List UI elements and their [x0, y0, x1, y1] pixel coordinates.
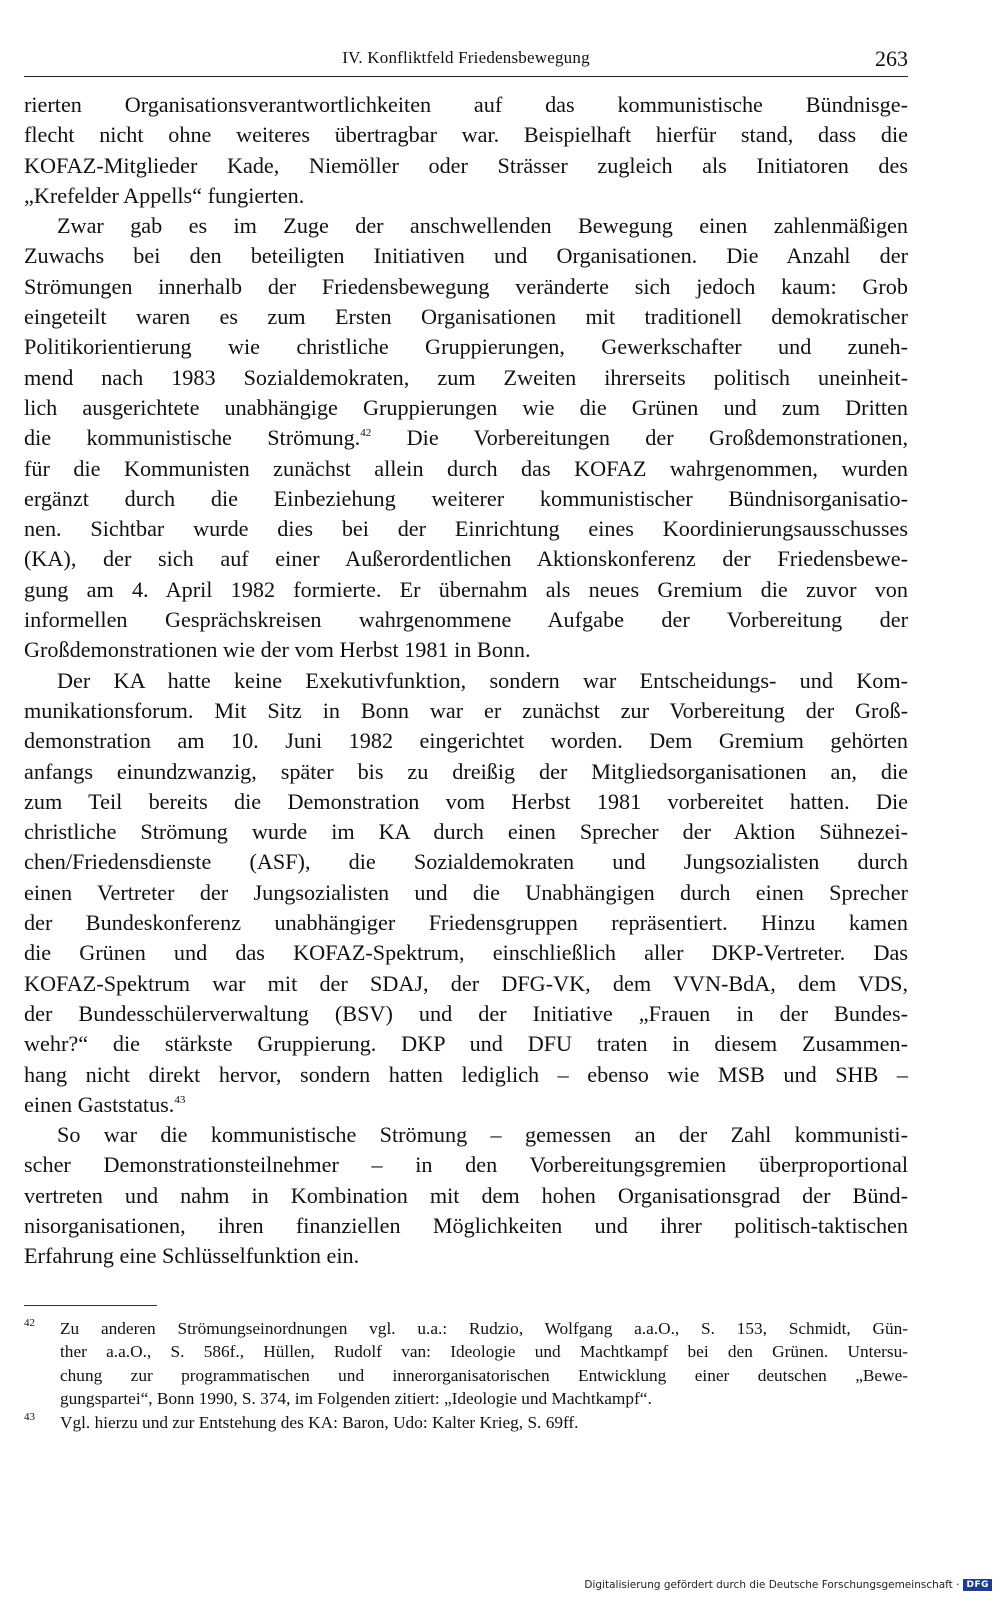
text-line	[24, 423, 908, 453]
text-segment: einen Gaststatus.	[24, 1091, 175, 1117]
text-line: Strömungen innerhalb der Friedensbewegung veränderte sich jedoch kaum: Grob	[24, 273, 908, 299]
text-line: KOFAZ-Mitglieder Kade, Niemöller oder Strässer zugleich als Initiatoren des	[24, 152, 908, 178]
text-line: So war die kommunistische Strömung – gemessen an der Zahl kommunisti-	[57, 1122, 908, 1148]
text-line: vertreten und nahm in Kombination mit dem hohen Organisationsgrad der Bünd-	[24, 1182, 908, 1208]
header-rule	[24, 76, 908, 77]
text-line: scher Demonstrationsteilnehmer – in den Vorbereitungsgremien überproportional	[24, 1152, 908, 1178]
text-line: Politikorientierung wie christliche Gruppierungen, Gewerkschafter und zuneh-	[24, 334, 908, 360]
text-line: zum Teil bereits die Demonstration vom Herbst 1981 vorbereitet hatten. Die	[24, 788, 908, 814]
text-line: ergänzt durch die Einbeziehung weiterer kommunistischer Bündnisorganisatio-	[24, 485, 908, 511]
text-line: lich ausgerichtete unabhängige Gruppierungen wie die Grünen und zum Dritten	[24, 394, 908, 420]
text-line: Großdemonstrationen wie der vom Herbst 1981 in Bonn.	[24, 637, 531, 663]
text-line: der Bundesschülerverwaltung (BSV) und der Initiative „Frauen in der Bundes-	[24, 1000, 908, 1026]
text-line: gung am 4. April 1982 formierte. Er übernahm als neues Gremium die zuvor von	[24, 576, 908, 602]
footnote-number: 43	[24, 1410, 35, 1423]
footnote-line: gungspartei“, Bonn 1990, S. 374, im Folgenden zitiert: „Ideologie und Machtkampf“.	[60, 1389, 652, 1409]
footnote-line: Vgl. hierzu und zur Entstehung des KA: Baron, Udo: Kalter Krieg, S. 69ff.	[60, 1412, 579, 1432]
footnote-number: 42	[24, 1317, 35, 1329]
footnote-line: Zu anderen Strömungseinordnungen vgl. u.a.: Rudzio, Wolfgang a.a.O., S. 153, Schmidt, Gün-	[60, 1319, 908, 1338]
running-header	[24, 46, 908, 76]
text-segment: die kommunistische Strömung.	[24, 425, 361, 451]
text-line: christliche Strömung wurde im KA durch einen Sprecher der Aktion Sühnezei-	[24, 819, 908, 845]
text-line: KOFAZ-Spektrum war mit der SDAJ, der DFG-VK, dem VVN-BdA, dem VDS,	[24, 970, 908, 996]
text-line: hang nicht direkt hervor, sondern hatten lediglich – ebenso wie MSB und SHB –	[24, 1061, 908, 1087]
footnote-42	[24, 1317, 908, 1411]
footnote-ref-42[interactable]: 42	[360, 427, 372, 440]
text-line: für die Kommunisten zunächst allein durch das KOFAZ wahrgenommen, wurden	[24, 455, 908, 481]
footnote-ref-43[interactable]: 43	[174, 1093, 186, 1106]
dfg-logo-icon: DFG	[963, 1579, 992, 1591]
body-text	[24, 90, 908, 1272]
text-line: mend nach 1983 Sozialdemokraten, zum Zweiten ihrerseits politisch uneinheit-	[24, 364, 908, 390]
text-line: rierten Organisationsverantwortlichkeiten auf das kommunistische Bündnisge-	[24, 92, 908, 117]
text-line: demonstration am 10. Juni 1982 eingerichtet worden. Dem Gremium gehörten	[24, 728, 908, 754]
text-line: Erfahrung eine Schlüsselfunktion ein.	[24, 1243, 360, 1269]
text-line: Der KA hatte keine Exekutivfunktion, sondern war Entscheidungs- und Kom-	[57, 667, 908, 693]
page-number: 263	[875, 46, 908, 71]
footnote-line: chung zur programmatischen und innerorganisatorischen Entwicklung einer deutschen „Bewe-	[60, 1365, 908, 1385]
running-header-title: IV. Konfliktfeld Friedensbewegung	[342, 48, 590, 67]
text-line: informellen Gesprächskreisen wahrgenommene Aufgabe der Vorbereitung der	[24, 607, 908, 633]
text-line: der Bundeskonferenz unabhängiger Friedensgruppen repräsentiert. Hinzu kamen	[24, 910, 908, 936]
text-line: die Grünen und das KOFAZ-Spektrum, einschließlich aller DKP-Vertreter. Das	[24, 940, 908, 966]
footnote-43	[24, 1411, 908, 1434]
text-line	[24, 1090, 908, 1120]
footnote-rule	[24, 1305, 157, 1306]
text-line: eingeteilt waren es zum Ersten Organisationen mit traditionell demokratischer	[24, 304, 908, 330]
text-line: „Krefelder Appells“ fungierten.	[24, 182, 305, 208]
text-line: (KA), der sich auf einer Außerordentlichen Aktionskonferenz der Friedensbewe-	[24, 546, 908, 572]
text-line: Zuwachs bei den beteiligten Initiativen und Organisationen. Die Anzahl der	[24, 243, 908, 269]
text-line: wehr?“ die stärkste Gruppierung. DKP und DFU traten in diesem Zusammen-	[24, 1031, 908, 1057]
text-line: munikationsforum. Mit Sitz in Bonn war er zunächst zur Vorbereitung der Groß-	[24, 697, 908, 723]
text-segment: Die Vorbereitungen der Großdemonstrationen,	[371, 425, 908, 451]
text-line: Zwar gab es im Zuge der anschwellenden Bewegung einen zahlenmäßigen	[57, 213, 908, 239]
text-line: nisorganisationen, ihren finanziellen Möglichkeiten und ihrer politisch-taktischen	[24, 1212, 908, 1238]
text-line: flecht nicht ohne weiteres übertragbar war. Beispielhaft hierfür stand, dass die	[24, 122, 908, 148]
text-line: nen. Sichtbar wurde dies bei der Einrichtung eines Koordinierungsausschusses	[24, 516, 908, 542]
digitization-credit	[584, 1579, 992, 1591]
text-line: chen/Friedensdienste (ASF), die Sozialdemokraten und Jungsozialisten durch	[24, 849, 908, 875]
text-line: anfangs einundzwanzig, später bis zu dreißig der Mitgliedsorganisationen an, die	[24, 758, 908, 784]
text-line: einen Vertreter der Jungsozialisten und die Unabhängigen durch einen Sprecher	[24, 879, 908, 905]
footnotes	[24, 1317, 908, 1434]
footnote-line: ther a.a.O., S. 586f., Hüllen, Rudolf van: Ideologie und Machtkampf bei den Grünen. Untersu-	[60, 1342, 908, 1362]
credit-text: Digitalisierung gefördert durch die Deutsche Forschungsgemeinschaft ·	[584, 1579, 960, 1591]
